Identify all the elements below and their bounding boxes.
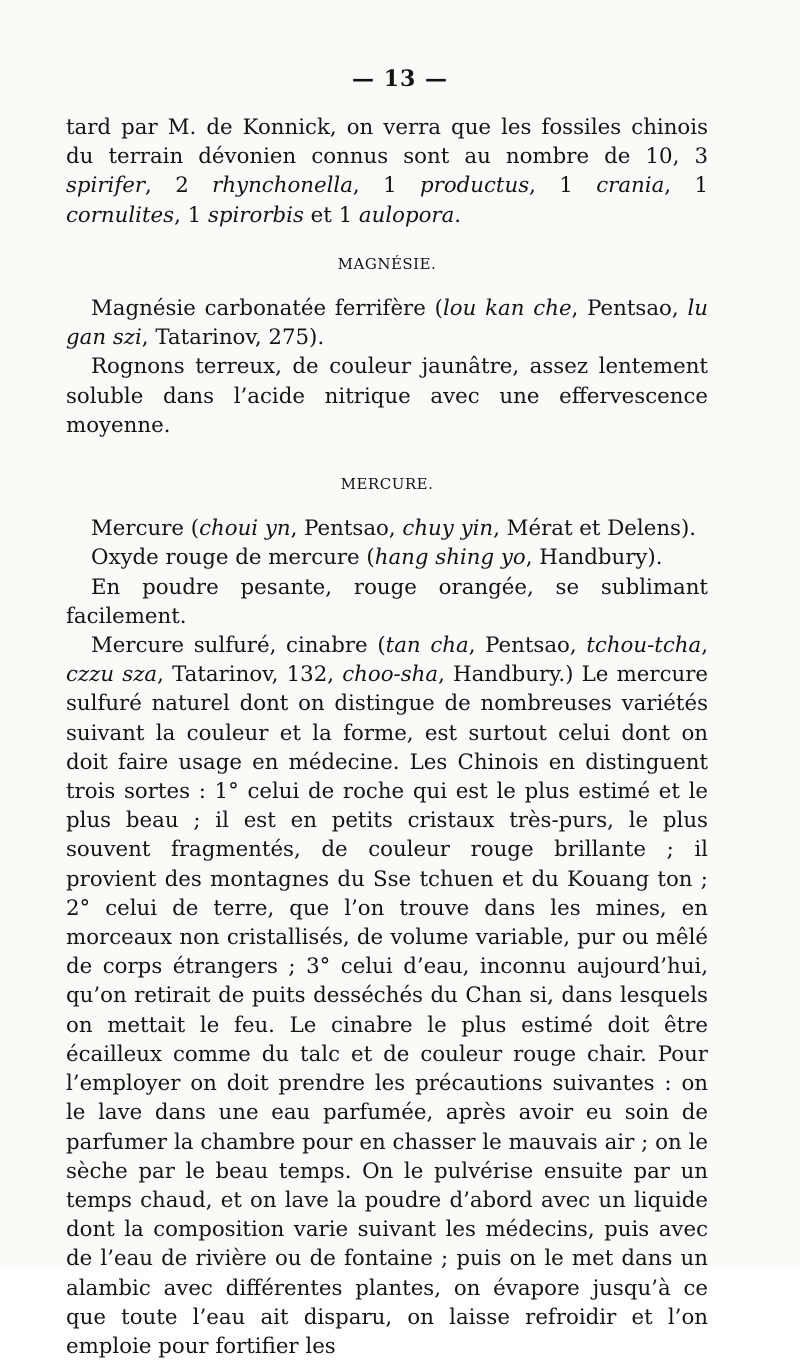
section-heading-magnesie: MAGNÉSIE. [337,254,437,273]
cinabre-text-4: , Tatarinov, 132, [157,662,343,688]
mercure-text-1: Mercure ( [91,516,200,542]
mercure-text-3: , Mérat et Delens). [493,516,697,542]
cinabre-text-1: Mercure sulfuré, cinabre ( [91,633,386,659]
magnesie-paragraph-1 [66,294,708,352]
oxyde-text-1: Oxyde rouge de mercure ( [91,545,375,571]
intro-text-1: tard par M. de Konnick, on verra que les fossiles chinois du terrain dévonien connus sont au nombre de 10, 3 [66,115,708,170]
chinese-name-chuy-yin: chuy yin [402,516,494,542]
intro-text-4: , 1 [529,173,597,199]
chinese-name-tan-cha: tan cha [385,633,469,659]
cinabre-text-3: , [701,633,708,659]
page-body [66,113,708,1361]
intro-paragraph [66,113,708,230]
mercure-paragraph-4 [66,631,708,1361]
chinese-name-choui-yn: choui yn [199,516,291,542]
magnesie-text-1: Magnésie carbonatée ferrifère ( [91,296,443,322]
chinese-name-czzu-sza: czzu sza [66,662,158,688]
cinabre-text-2: , Pentsao, [468,633,587,659]
cinabre-text-5: , Handbury.) Le mercure sulfuré naturel dont on distingue de nombreuses variétés suivant la couleur et la forme, est surtout celui dont on doit faire usage en médecine. Les Chinois en distinguent trois sortes : 1° celui de roche qui est le plus estimé et le plus beau ; il est en petits cristaux très-purs, le plus souvent fragmentés, de couleur rouge brillante ; il provient des montagnes du Sse tchuen et du Kouang ton ; 2° celui de terre, que l’on trouve dans les mines, en morceaux non cristallisés, de volume variable, pur ou mêlé de corps étrangers ; 3° celui d’eau, inconnu aujourd’hui, qu’on retirait de puits desséchés du Chan si, dans lesquels on mettait le feu. Le cinabre le plus estimé doit être écailleux comme du talc et de couleur rouge chair. Pour l’employer on doit prendre les précautions suivantes : on le lave dans une eau parfumée, après avoir eu soin de parfumer la chambre pour en chasser le mauvais air ; on le sèche par le beau temps. On le pulvérise ensuite par un temps chaud, et on lave la poudre d’abord avec un liquide dont la composition varie suivant les médecins, puis avec de l’eau de rivière ou de fontaine ; puis on le met dans un alambic avec différentes plantes, on évapore jusqu’à ce que toute l’eau ait disparu, on laisse refroidir et l’on emploie pour fortifier les [66,662,709,1359]
intro-text-5: , 1 [664,173,708,199]
taxon-spirifer: spirifer [66,173,146,199]
mercure-paragraph-1 [66,514,708,543]
page-number: — 13 — [352,66,448,92]
intro-text-8: . [454,202,462,228]
mercure-paragraph-2 [66,543,708,572]
chinese-name-hang-shing-yo: hang shing yo [374,545,526,571]
chinese-name-tchou-tcha: tchou-tcha [586,633,702,659]
chinese-name-choo-sha: choo-sha [342,662,439,688]
oxyde-text-2: , Handbury). [525,545,663,571]
section-heading-mercure: MERCURE. [340,475,434,494]
taxon-rhynchonella: rhynchonella [212,173,353,199]
intro-text-7: et 1 [303,202,359,228]
taxon-crania: crania [596,173,665,199]
mercure-text-2: , Pentsao, [290,516,403,542]
intro-text-3: , 1 [352,173,421,199]
taxon-aulopora: aulopora [358,202,455,228]
taxon-cornulites: cornulites [66,202,175,228]
intro-text-2: , 2 [145,173,213,199]
taxon-spirorbis: spirorbis [207,202,304,228]
magnesie-paragraph-2: Rognons terreux, de couleur jaunâtre, assez lentement soluble dans l’acide nitrique avec une effervescence moyenne. [66,354,708,438]
chinese-name-lou-kan-che: lou kan che [442,296,572,322]
intro-text-6: , 1 [174,202,208,228]
mercure-paragraph-3: En poudre pesante, rouge orangée, se sublimant facilement. [66,574,708,629]
taxon-productus: productus [420,173,530,199]
magnesie-text-2: , Pentsao, [571,296,688,322]
magnesie-text-3: , Tatarinov, 275). [141,325,325,351]
chinese-name-lu-gan-szi: lu gan szi [66,296,708,351]
